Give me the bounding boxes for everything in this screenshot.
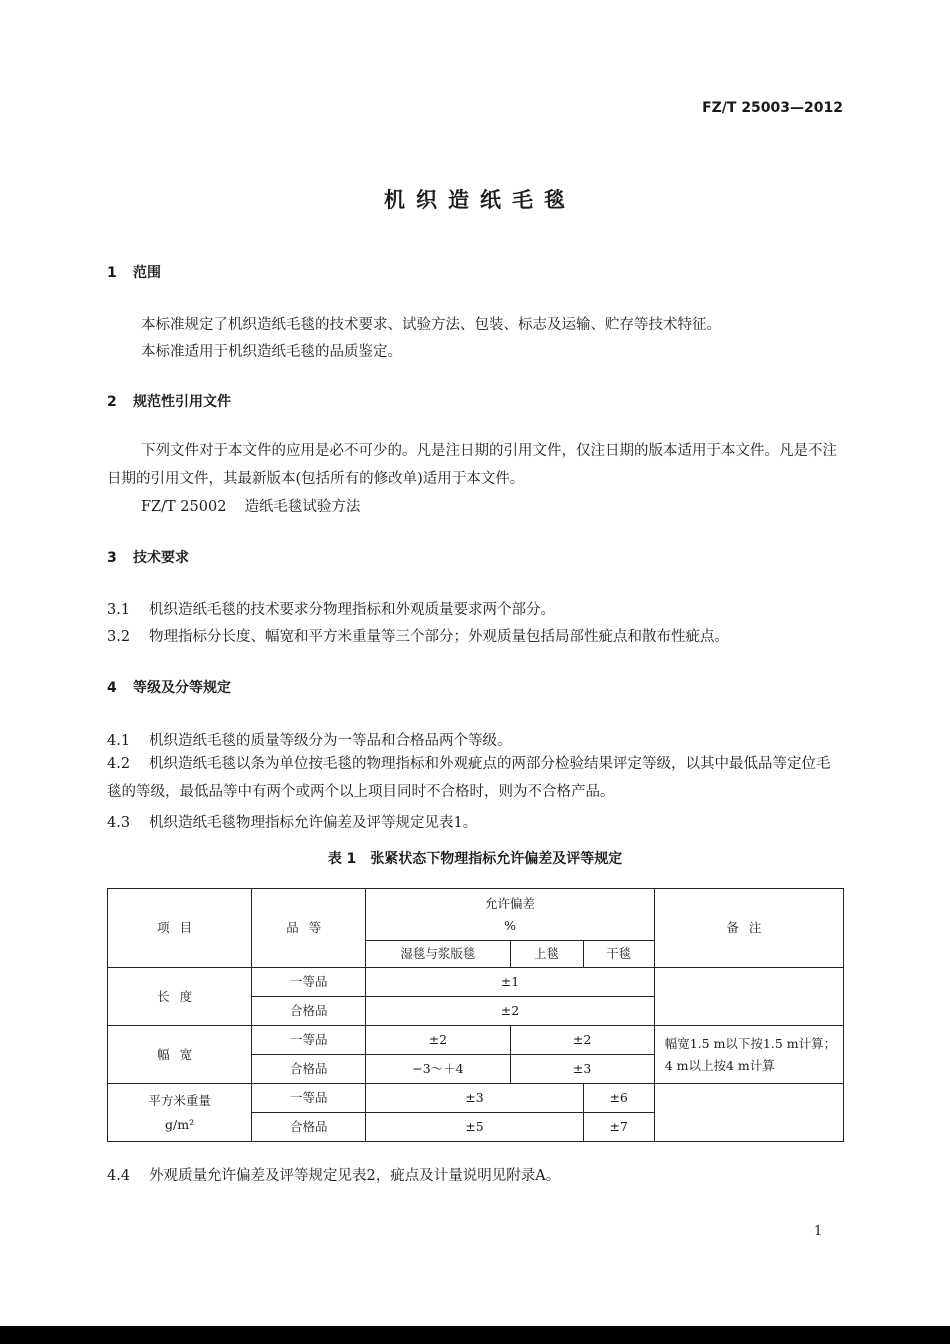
row-weight-label bbox=[108, 1084, 252, 1142]
header-top-felt: 上毯 bbox=[510, 941, 583, 968]
clause-4-4 bbox=[107, 1164, 560, 1185]
section-number: 4 bbox=[107, 680, 117, 696]
cell-value: ±2 bbox=[366, 997, 654, 1026]
cell-remark: 幅宽1.5 m以下按1.5 m计算；4 m以上按4 m计算 bbox=[654, 1026, 843, 1084]
cell-grade: 合格品 bbox=[252, 1055, 366, 1084]
clause-text: 外观质量允许偏差及评等规定见表2，疵点及计量说明见附录A。 bbox=[149, 1168, 561, 1184]
cell-grade: 合格品 bbox=[252, 997, 366, 1026]
header-grade: 品等 bbox=[252, 889, 366, 968]
header-deviation bbox=[366, 889, 654, 941]
section-title: 等级及分等规定 bbox=[133, 680, 231, 696]
clause-text: 机织造纸毛毯的质量等级分为一等品和合格品两个等级。 bbox=[149, 733, 512, 749]
paragraph: 本标准规定了机织造纸毛毯的技术要求、试验方法、包装、标志及运输、贮存等技术特征。 bbox=[141, 317, 721, 333]
cell-value: ±1 bbox=[366, 968, 654, 997]
paragraph: 本标准适用于机织造纸毛毯的品质鉴定。 bbox=[141, 344, 402, 360]
section-number: 1 bbox=[107, 265, 117, 281]
header-wet-felt: 湿毯与浆版毯 bbox=[366, 941, 510, 968]
table-caption bbox=[0, 848, 950, 868]
section-title: 规范性引用文件 bbox=[133, 394, 231, 410]
section-number: 2 bbox=[107, 394, 117, 410]
section-number: 3 bbox=[107, 550, 117, 566]
clause-text: 物理指标分长度、幅宽和平方米重量等三个部分；外观质量包括局部性疵点和散布性疵点。 bbox=[149, 629, 729, 645]
standard-number: FZ/T 25003—2012 bbox=[702, 100, 843, 116]
cell-value: −3～＋4 bbox=[366, 1055, 510, 1084]
cell-value: ±6 bbox=[583, 1084, 654, 1113]
clause-3-1 bbox=[107, 598, 555, 619]
section-title: 技术要求 bbox=[133, 550, 189, 566]
clause-4-3 bbox=[107, 811, 477, 832]
section-3-heading bbox=[107, 547, 189, 567]
document-title: 机织造纸毛毯 bbox=[384, 188, 576, 212]
cell-grade: 一等品 bbox=[252, 1084, 366, 1113]
page-number: 1 bbox=[814, 1224, 823, 1239]
cell-value: ±7 bbox=[583, 1113, 654, 1142]
scan-border bbox=[0, 1326, 950, 1344]
cell-remark-empty bbox=[654, 968, 843, 1026]
clause-number: 4.4 bbox=[107, 1168, 131, 1184]
clause-number: 3.2 bbox=[107, 629, 131, 645]
header-deviation-unit: % bbox=[504, 917, 516, 933]
section-title: 范围 bbox=[133, 265, 161, 281]
table-caption-text: 张紧状态下物理指标允许偏差及评等规定 bbox=[370, 851, 623, 867]
paragraph: 下列文件对于本文件的应用是必不可少的。凡是注日期的引用文件，仅注日期的版本适用于本文件。凡是不注日期的引用文件，其最新版本(包括所有的修改单)适用于本文件。 bbox=[107, 443, 837, 487]
header-item: 项目 bbox=[108, 889, 252, 968]
cell-remark-empty bbox=[654, 1084, 843, 1142]
reference-code: FZ/T 25002 bbox=[141, 499, 227, 515]
row-width-label: 幅宽 bbox=[108, 1026, 252, 1084]
header-remark: 备注 bbox=[654, 889, 843, 968]
cell-value: ±5 bbox=[366, 1113, 583, 1142]
clause-4-2 bbox=[107, 750, 844, 806]
cell-grade: 一等品 bbox=[252, 1026, 366, 1055]
weight-label: 平方米重量 bbox=[148, 1092, 211, 1108]
row-length-label: 长度 bbox=[108, 968, 252, 1026]
reference-title: 造纸毛毯试验方法 bbox=[244, 499, 361, 515]
cell-value: ±3 bbox=[510, 1055, 654, 1084]
cell-value: ±2 bbox=[510, 1026, 654, 1055]
clause-3-2 bbox=[107, 625, 729, 646]
clause-number: 3.1 bbox=[107, 602, 131, 618]
clause-number: 4.2 bbox=[107, 756, 131, 772]
cell-value: ±3 bbox=[366, 1084, 583, 1113]
header-deviation-label: 允许偏差 bbox=[485, 895, 536, 911]
cell-grade: 合格品 bbox=[252, 1113, 366, 1142]
header-dry-felt: 干毯 bbox=[583, 941, 654, 968]
section-1-heading bbox=[107, 262, 161, 282]
section-2-heading bbox=[107, 391, 231, 411]
clause-number: 4.1 bbox=[107, 733, 131, 749]
table-1 bbox=[107, 888, 844, 1142]
normative-reference bbox=[141, 495, 360, 516]
clause-text: 机织造纸毛毯物理指标允许偏差及评等规定见表1。 bbox=[149, 815, 478, 831]
section-4-heading bbox=[107, 677, 231, 697]
table-label: 表 1 bbox=[327, 851, 357, 867]
cell-value: ±2 bbox=[366, 1026, 510, 1055]
weight-unit: g/m² bbox=[165, 1116, 195, 1132]
clause-text: 机织造纸毛毯以条为单位按毛毯的物理指标和外观疵点的两部分检验结果评定等级，以其中最低品等定位毛毯的等级，最低品等中有两个或两个以上项目同时不合格时，则为不合格产品。 bbox=[107, 756, 831, 800]
clause-number: 4.3 bbox=[107, 815, 131, 831]
clause-text: 机织造纸毛毯的技术要求分物理指标和外观质量要求两个部分。 bbox=[149, 602, 555, 618]
clause-4-1 bbox=[107, 729, 512, 750]
cell-grade: 一等品 bbox=[252, 968, 366, 997]
